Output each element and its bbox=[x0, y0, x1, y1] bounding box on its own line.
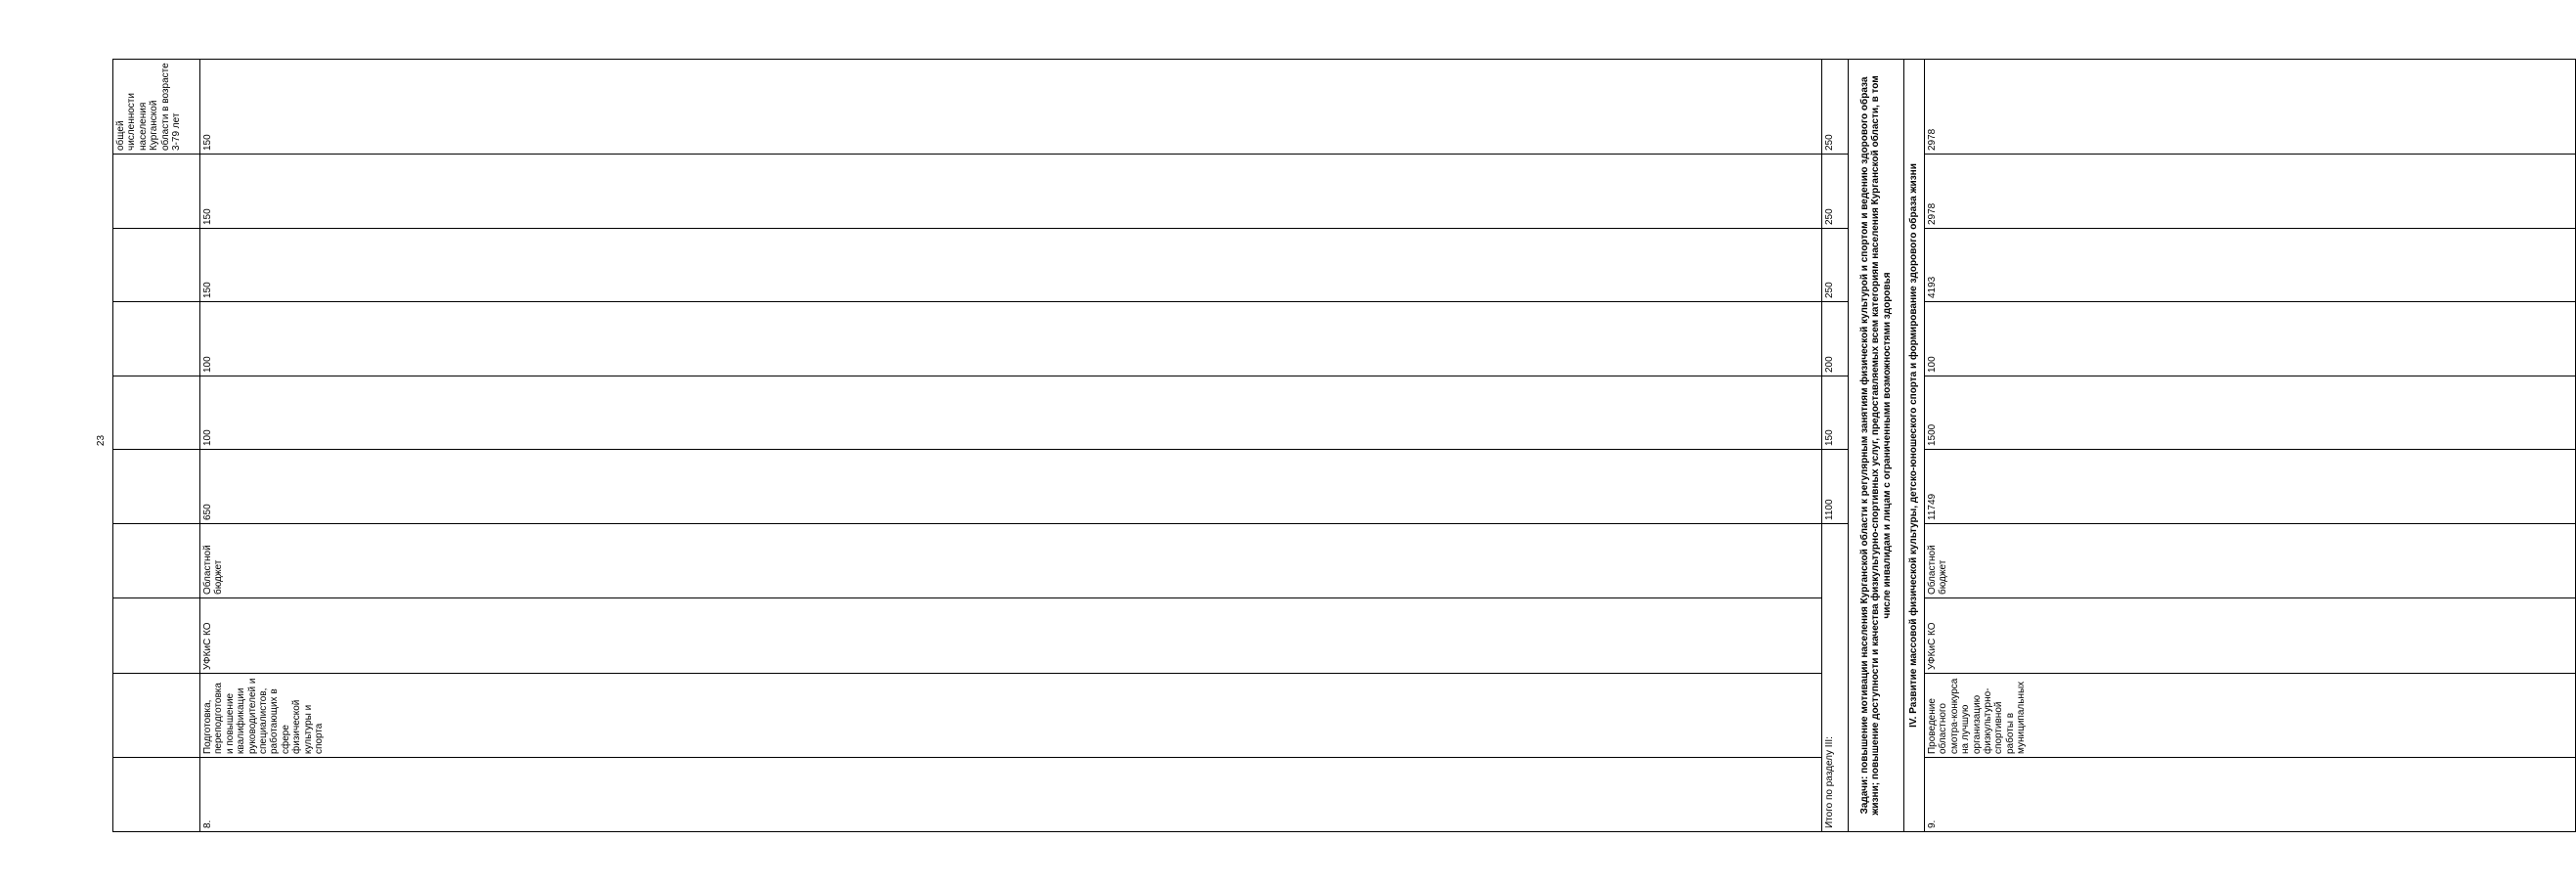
total-value: 250 bbox=[1821, 229, 1848, 302]
value-cell: 100 bbox=[200, 302, 1822, 376]
task-heading: Задачи: повышение мотивации населения Курганской области к регулярным занятиям физической культурой и спортом и ведению здорового образа жизни; повышение доступности и качества физкультурно-спортивных услуг, предоставляемых всем категориям населения Курганской области, в том числе инвалидам и лицам с ограниченными возможностями здоровья bbox=[1848, 60, 1903, 832]
value-cell: 2978 bbox=[1924, 155, 2576, 229]
row-number: 9. bbox=[1924, 758, 2576, 832]
value-cell: 150 bbox=[200, 155, 1822, 229]
table-row bbox=[1903, 60, 1924, 832]
table-row bbox=[113, 60, 200, 832]
value-cell: 4193 bbox=[1924, 229, 2576, 302]
total-value: 250 bbox=[1821, 155, 1848, 229]
rotated-table-page bbox=[112, 60, 2028, 832]
section-heading: IV. Развитие массовой физической культуры, детско-юношеского спорта и формирование здорового образа жизни bbox=[1903, 60, 1924, 832]
indicator-cell: общей численности населения Курганской области в возрасте 3-79 лет bbox=[113, 60, 200, 155]
executor: УФКиС КО bbox=[1924, 598, 2576, 674]
funding-source: Областной бюджет bbox=[200, 524, 1822, 598]
row-number: 8. bbox=[200, 758, 1822, 832]
value-cell: 650 bbox=[200, 450, 1822, 524]
value-cell: 1500 bbox=[1924, 376, 2576, 450]
total-value: 250 bbox=[1821, 60, 1848, 155]
value-cell: 11749 bbox=[1924, 450, 2576, 524]
executor: УФКиС КО bbox=[200, 598, 1822, 674]
activity-name: Проведение областного смотра-конкурса на лучшую организацию физкультурно-спортивной работы в муниципальных bbox=[1924, 674, 2576, 758]
value-cell: 150 bbox=[200, 60, 1822, 155]
value-cell: 100 bbox=[1924, 302, 2576, 376]
table-row bbox=[1848, 60, 1903, 832]
total-value: 1100 bbox=[1821, 450, 1848, 524]
value-cell: 150 bbox=[200, 229, 1822, 302]
activity-name: Подготовка, переподготовка и повышение квалификации руководителей и специалистов, работающих в сфере физической культуры и спорта bbox=[200, 674, 1822, 758]
total-value: 150 bbox=[1821, 376, 1848, 450]
funding-source: Областной бюджет bbox=[1924, 524, 2576, 598]
table-row bbox=[1821, 60, 1848, 832]
page-number: 23 bbox=[96, 434, 108, 447]
value-cell: 100 bbox=[200, 376, 1822, 450]
program-table bbox=[112, 59, 2576, 832]
table-row bbox=[200, 60, 1822, 832]
value-cell: 2978 bbox=[1924, 60, 2576, 155]
total-label: Итого по разделу III: bbox=[1821, 524, 1848, 832]
table-row bbox=[1924, 60, 2576, 832]
total-value: 200 bbox=[1821, 302, 1848, 376]
